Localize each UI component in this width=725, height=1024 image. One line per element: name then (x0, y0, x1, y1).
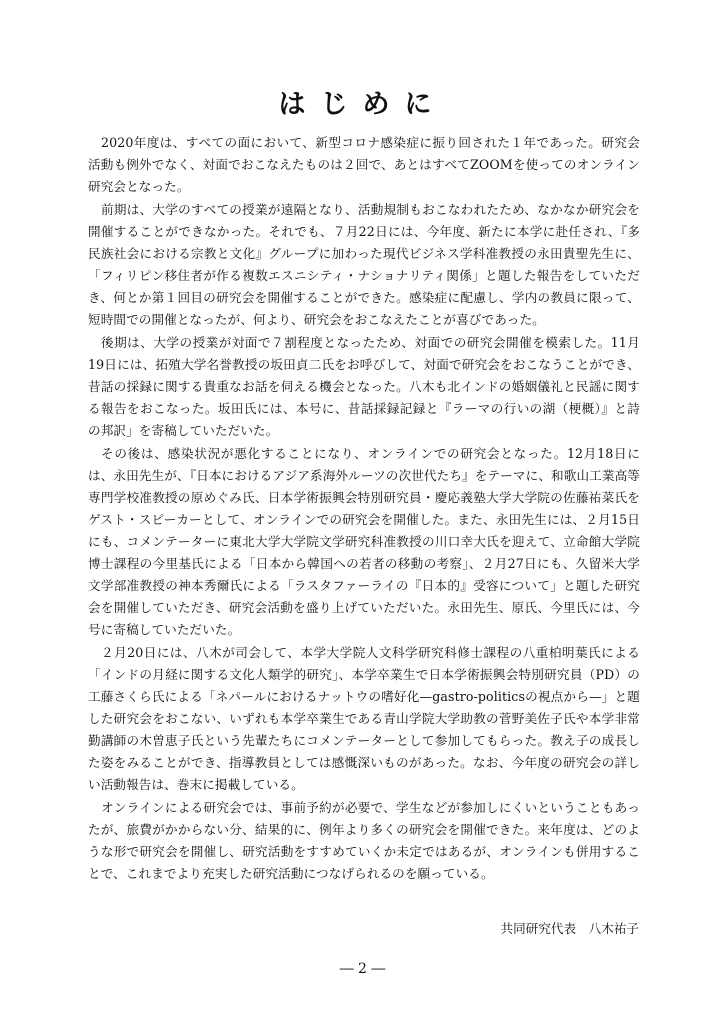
author-signature: 共同研究代表 八木祐子 (500, 921, 639, 936)
paragraph-3: 後期は、大学の授業が対面で７割程度となったため、対面での研究会開催を模索した。11月19日には、拓殖大学名誉教授の坂田貞二氏をお呼びして、対面で研究会をおこなうことができ、昔話の採録に関する貴重なお話を伺える機会となった。八木も北インドの婚姻儀礼と民謡に関する報告をおこなった。坂田氏には、本号に、昔話採録記録と『ラーマの行いの湖（梗概）』と詩の邦訳」を寄稿していただいた。 (88, 335, 640, 438)
paragraph-5: ２月20日には、八木が司会して、本学大学院人文科学研究科修士課程の八重柏明葉氏による「インドの月経に関する文化人類学的研究」、本学卒業生で日本学術振興会特別研究員（PD）の工藤さくら氏による「ネパールにおけるナットウの嗜好化—gastro-politicsの視点から—」と題した研究会をおこない、いずれも本学卒業生である青山学院大学助教の菅野美佐子氏や本学非常勤講師の木曽恵子氏という先輩たちにコメンテーターとして参加してもらった。教え子の成長した姿をみることができ、指導教員としては感慨深いものがあった。なお、今年度の研究会の詳しい活動報告は、巻末に掲載している。 (88, 645, 640, 792)
paragraph-2: 前期は、大学のすべての授業が遠隔となり、活動規制もおこなわれたため、なかなか研究会を開催することができなかった。それでも、７月22日には、今年度、新たに本学に赴任され、『多民族社会における宗教と文化』グループに加わった現代ビジネス学科准教授の永田貴聖先生に、「フィリピン移住者が作る複数エスニシティ・ナショナリティ関係」と題した報告をしていただき、何とか第１回目の研究会を開催することができた。感染症に配慮し、学内の教員に限って、短時間での開催となったが、何より、研究会をおこなえたことが喜びであった。 (88, 202, 640, 327)
paragraph-6: オンラインによる研究会では、事前予約が必要で、学生などが参加しにくいということもあったが、旅費がかからない分、結果的に、例年より多くの研究会を開催できた。来年度は、どのような形で研究会を開催し、研究活動をすすめていくか未定ではあるが、オンラインも併用することで、これまでより充実した研究活動につなげられるのを願っている。 (88, 800, 640, 881)
page-title: はじめに (278, 89, 447, 120)
body-text (88, 132, 640, 886)
page-number: ― 2 ― (339, 961, 386, 977)
paragraph-1: 2020年度は、すべての面において、新型コロナ感染症に振り回された１年であった。研究会活動も例外でなく、対面でおこなえたものは２回で、あとはすべてZOOMを使ってのオンライン研究会となった。 (88, 135, 640, 194)
paragraph-4: その後は、感染状況が悪化することになり、オンラインでの研究会となった。12月18日には、永田先生が、『日本におけるアジア系海外ルーツの次世代たち』をテーマに、和歌山工業高等専門学校准教授の原めぐみ氏、日本学術振興会特別研究員・慶応義塾大学大学院の佐藤祐菜氏をゲスト・スピーカーとして、オンラインでの研究会を開催した。また、永田先生には、２月15日にも、コメンテーターに東北大学大学院文学研究科准教授の川口幸大氏を迎えて、立命館大学院博士課程の今里基氏による「日本から韓国への若者の移動の考察」、２月27日にも、久留米大学文学部准教授の神本秀爾氏による「ラスタファーライの『日本的』受容について」と題した研究会を開催していただき、研究会活動を盛り上げていただいた。永田先生、原氏、今里氏には、今号に寄稿していただいた。 (88, 446, 640, 637)
